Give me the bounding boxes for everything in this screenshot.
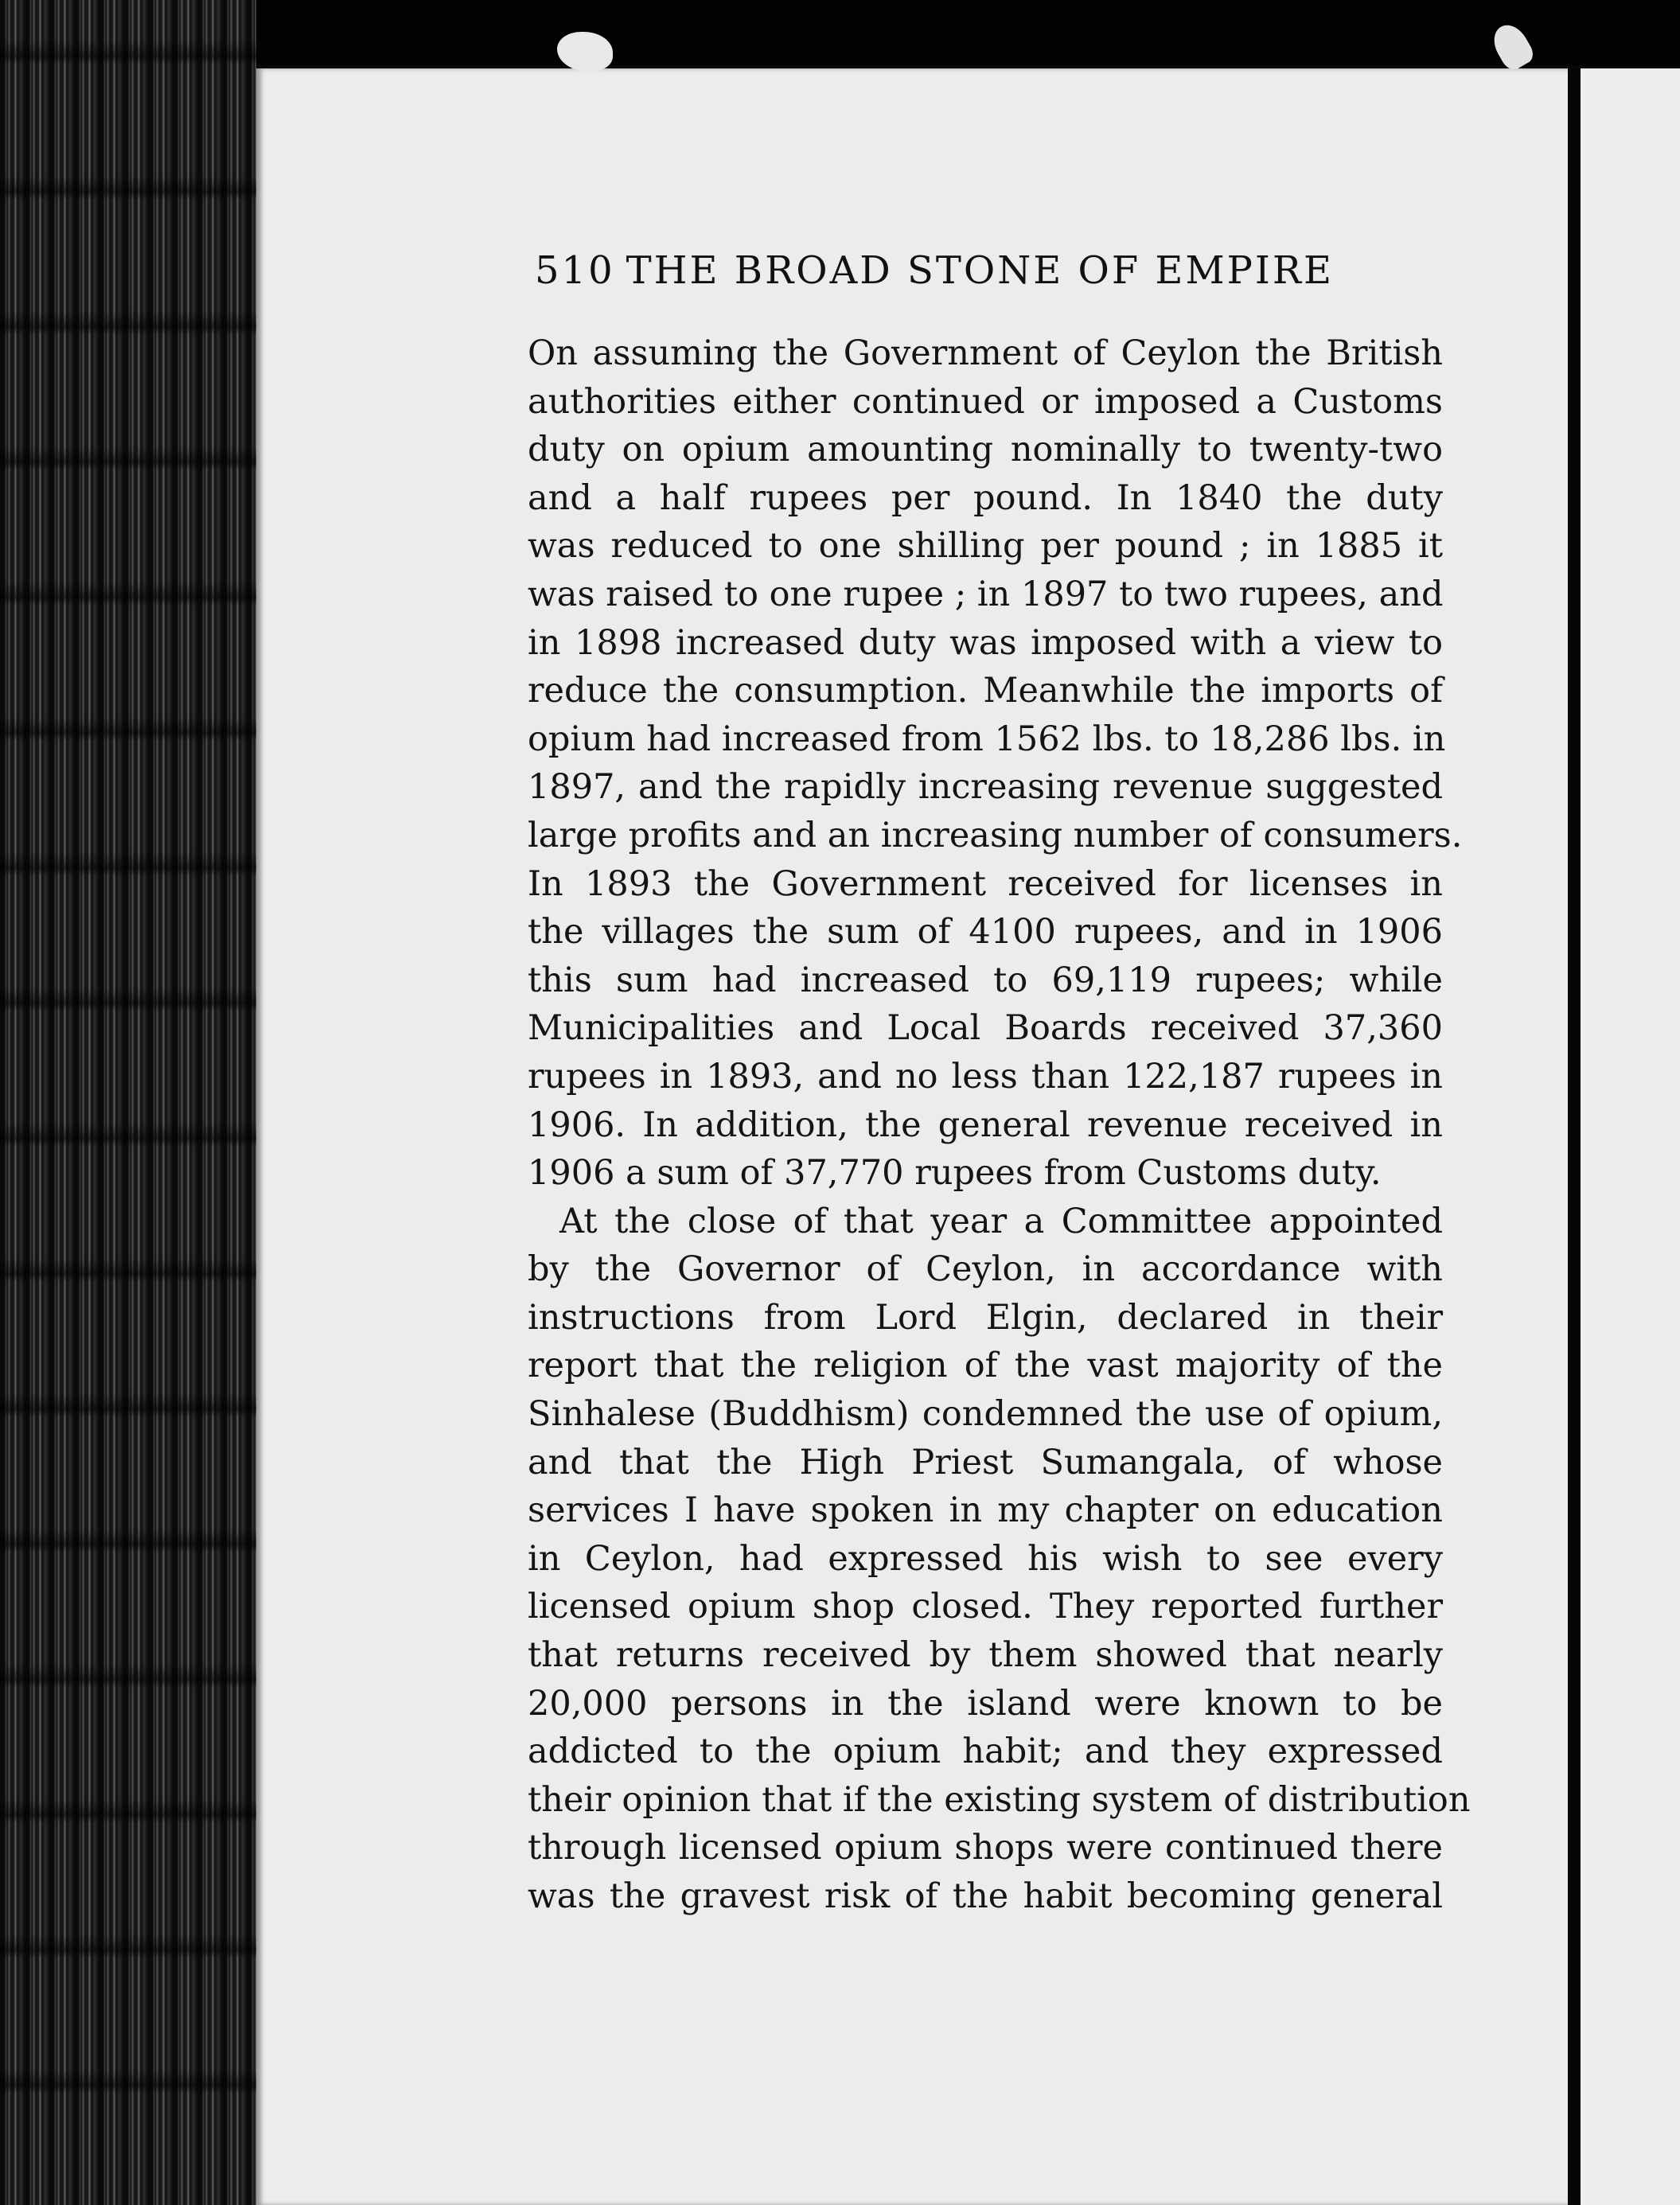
text-line: reduce the consumption. Meanwhile the imports of [528,671,1443,711]
text-line: At the close of that year a Committee appointed [559,1201,1443,1241]
running-title: THE BROAD STONE OF EMPIRE [626,248,1335,293]
gutter-shadow [1571,68,1581,2205]
text-line: addicted to the opium habit; and they expressed [528,1732,1443,1772]
paper-tear-mark [557,32,613,72]
text-line: in Ceylon, had expressed his wish to see every [528,1538,1443,1579]
text-line: and a half rupees per pound. In 1840 the duty [528,477,1443,518]
text-line: opium had increased from 1562 lbs. to 18,286 lbs. in [528,719,1446,759]
text-line: Sinhalese (Buddhism) condemned the use of opium, [528,1394,1443,1435]
text-line: Municipalities and Local Boards received 37,360 [528,1008,1443,1049]
text-line: was reduced to one shilling per pound ; in 1885 it [528,526,1443,567]
text-line: their opinion that if the existing system of distribution [528,1779,1471,1820]
text-line: large profits and an increasing number of consumers. [528,815,1463,855]
text-line: 1897, and the rapidly increasing revenue suggested [528,767,1443,808]
page-number: 510 [535,248,615,293]
text-line: in 1898 increased duty was imposed with a view to [528,622,1443,663]
text-line: through licensed opium shops were continued there [528,1828,1443,1868]
text-line: was the gravest risk of the habit becoming general [528,1876,1443,1916]
body-text [528,329,1471,1921]
text-line: duty on opium amounting nominally to twenty-two [528,430,1443,470]
text-line: and that the High Priest Sumangala, of whose [528,1442,1443,1482]
text-line: the villages the sum of 4100 rupees, and in 1906 [528,912,1443,953]
text-line: authorities either continued or imposed a Customs [528,381,1443,422]
book-page-edges [0,0,256,2205]
text-line: was raised to one rupee ; in 1897 to two rupees, and [528,574,1444,614]
facing-page-edge [1581,68,1680,2205]
text-line: In 1893 the Government received for licenses in [528,863,1443,904]
text-line: this sum had increased to 69,119 rupees; while [528,960,1443,1000]
text-line: licensed opium shop closed. They reported further [528,1587,1443,1627]
text-line: rupees in 1893, and no less than 122,187 rupees in [528,1056,1443,1097]
running-head [535,248,1410,293]
text-line: instructions from Lord Elgin, declared in their [528,1297,1443,1338]
text-line: report that the religion of the vast majority of the [528,1346,1443,1386]
text-line: On assuming the Government of Ceylon the British [528,333,1443,373]
text-line: 1906 a sum of 37,770 rupees from Customs duty. [528,1153,1382,1194]
text-line: services I have spoken in my chapter on education [528,1490,1443,1531]
text-line: that returns received by them showed that nearly [528,1635,1443,1676]
text-line: 20,000 persons in the island were known to be [528,1683,1443,1724]
text-line: by the Governor of Ceylon, in accordance with [528,1249,1443,1290]
text-line: 1906. In addition, the general revenue received in [528,1104,1443,1145]
